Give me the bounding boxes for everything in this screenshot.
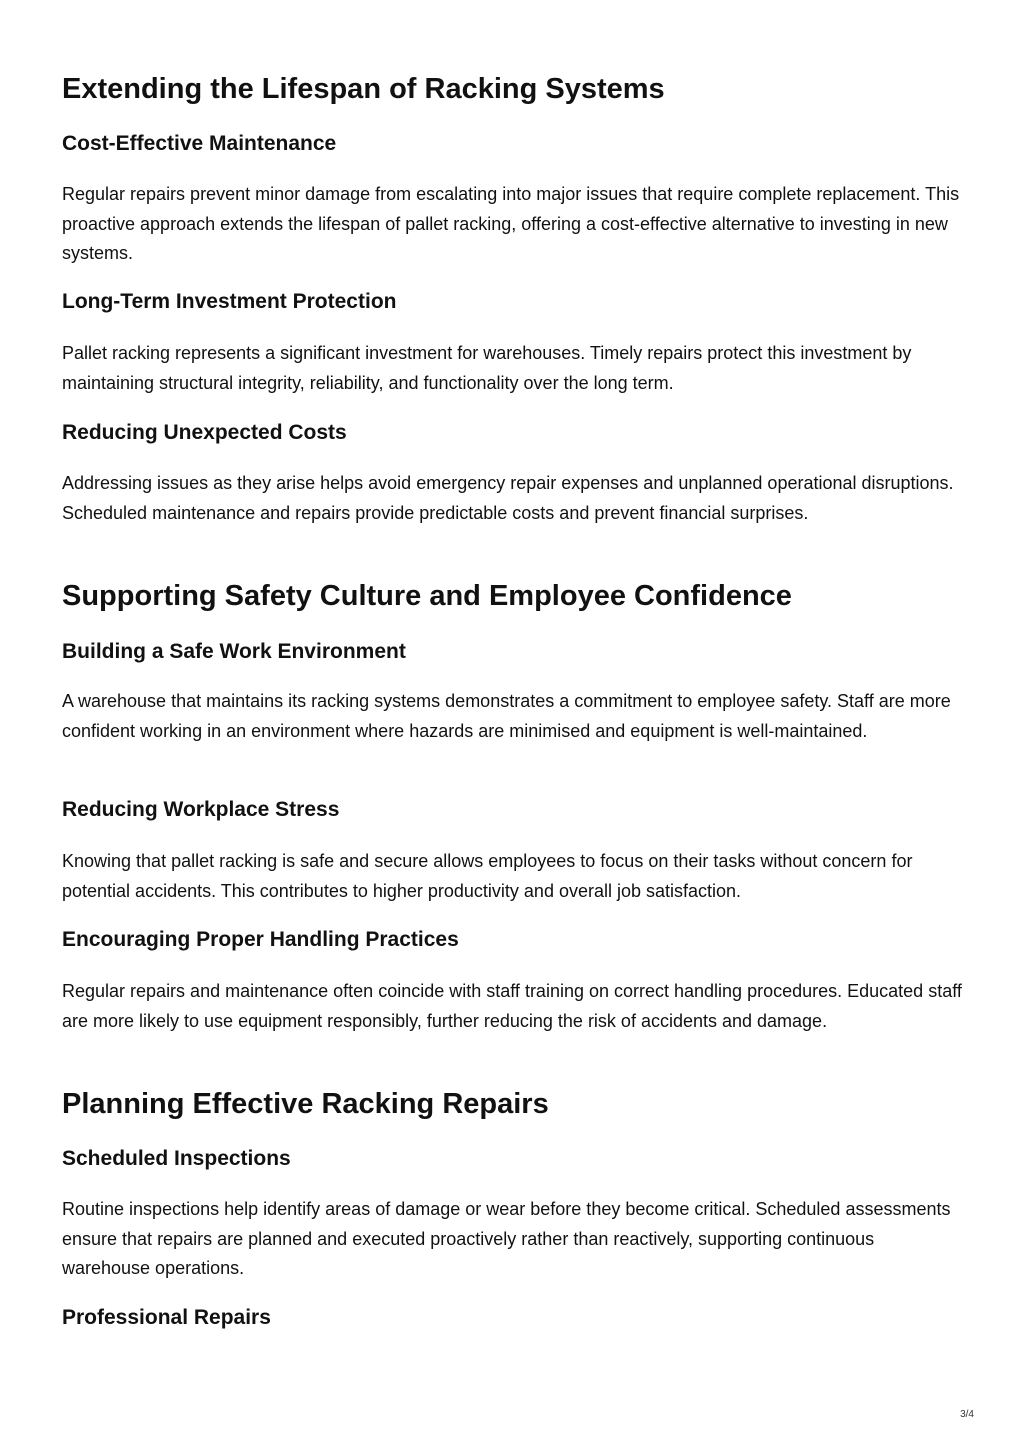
paragraph-scheduled-inspections: Routine inspections help identify areas of damage or wear before they become critical. Scheduled assessments ensure that repairs are planned and executed proactively rather than reactively, supporting continuous warehouse operations. xyxy=(62,1199,951,1278)
subsection-title-unexpected-costs: Reducing Unexpected Costs xyxy=(62,421,347,444)
subsection-title-investment-protection: Long-Term Investment Protection xyxy=(62,290,397,313)
paragraph-safe-environment: A warehouse that maintains its racking systems demonstrates a commitment to employee safety. Staff are more confident working in an environment where hazards are minimised and equipment is well-maintained. xyxy=(62,691,951,741)
paragraph-cost-effective: Regular repairs prevent minor damage from escalating into major issues that require complete replacement. This proactive approach extends the lifespan of pallet racking, offering a cost-effective alternative to investing in new systems. xyxy=(62,184,960,263)
paragraph-handling-practices: Regular repairs and maintenance often coincide with staff training on correct handling procedures. Educated staff are more likely to use equipment responsibly, further reducing the risk of accidents and damage. xyxy=(62,981,962,1031)
section-title-planning-repairs: Planning Effective Racking Repairs xyxy=(62,1088,549,1120)
page-number: 3/4 xyxy=(960,1409,974,1420)
subsection-title-workplace-stress: Reducing Workplace Stress xyxy=(62,798,340,821)
paragraph-investment-protection: Pallet racking represents a significant investment for warehouses. Timely repairs protect this investment by maintaining structural integrity, reliability, and functionality over the long term. xyxy=(62,343,912,393)
paragraph-workplace-stress: Knowing that pallet racking is safe and secure allows employees to focus on their tasks without concern for potential accidents. This contributes to higher productivity and overall job satisfaction. xyxy=(62,851,913,901)
section-title-lifespan: Extending the Lifespan of Racking Systems xyxy=(62,73,665,105)
paragraph-unexpected-costs: Addressing issues as they arise helps avoid emergency repair expenses and unplanned operational disruptions. Scheduled maintenance and repairs provide predictable costs and prevent financial surprises. xyxy=(62,473,954,523)
subsection-title-safe-environment: Building a Safe Work Environment xyxy=(62,640,406,663)
subsection-title-scheduled-inspections: Scheduled Inspections xyxy=(62,1147,291,1170)
subsection-title-handling-practices: Encouraging Proper Handling Practices xyxy=(62,928,459,951)
section-title-safety-culture: Supporting Safety Culture and Employee Confidence xyxy=(62,580,792,612)
subsection-title-cost-effective: Cost-Effective Maintenance xyxy=(62,132,337,155)
subsection-title-professional-repairs: Professional Repairs xyxy=(62,1306,271,1329)
